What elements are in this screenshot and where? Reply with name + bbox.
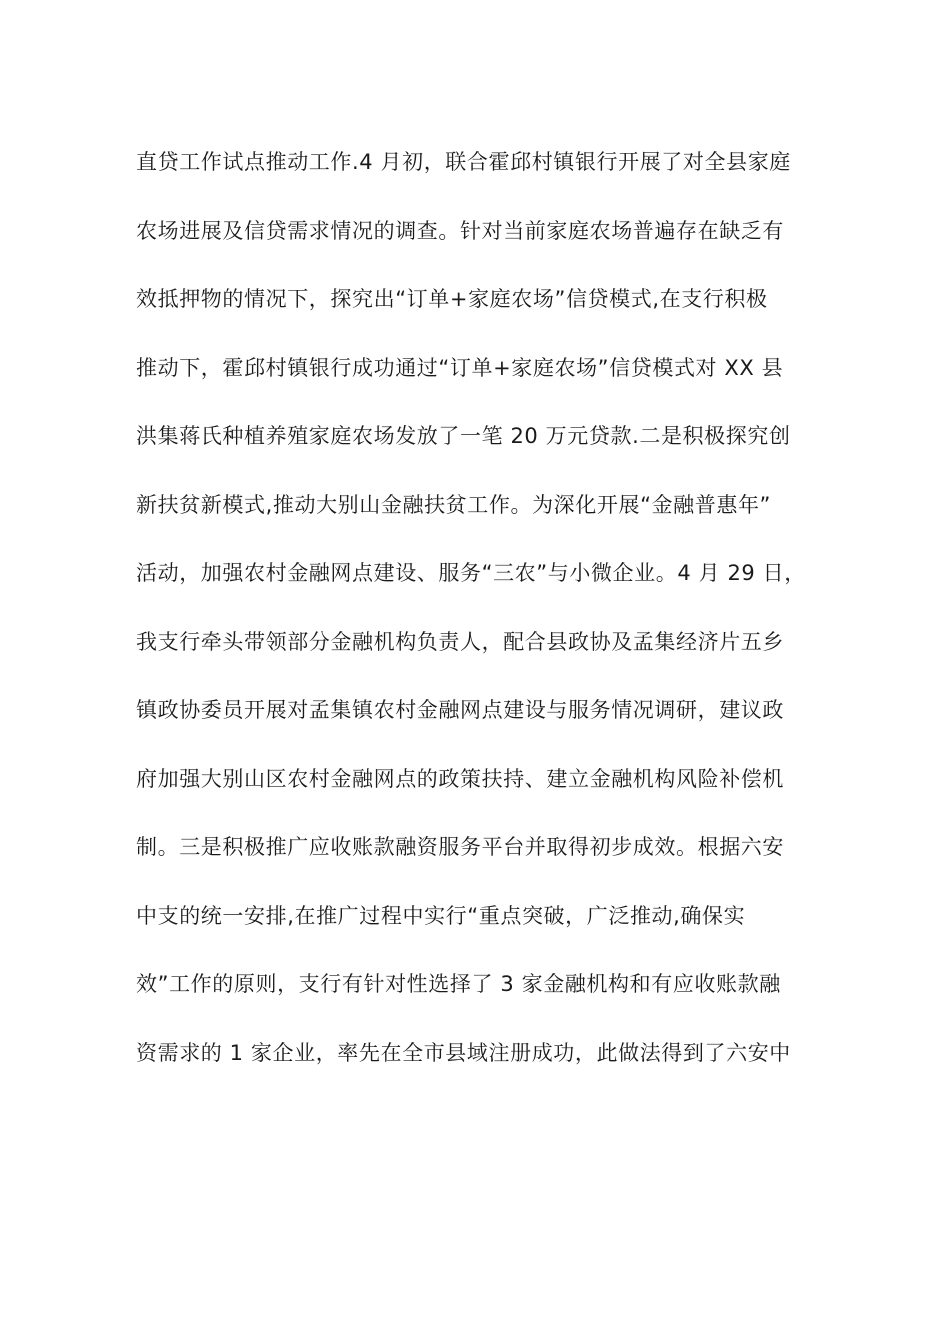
text-line-1: 直贷工作试点推动工作.4 月初，联合霍邱村镇银行开展了对全县家庭 xyxy=(136,150,791,174)
text-line-6: 新扶贫新模式,推动大别山金融扶贫工作。为深化开展“金融普惠年” xyxy=(136,492,772,517)
text-line-10: 府加强大别山区农村金融网点的政策扶持、建立金融机构风险补偿机 xyxy=(136,766,784,791)
text-line-11: 制。三是积极推广应收账款融资服务平台并取得初步成效。根据六安 xyxy=(136,835,784,859)
text-line-2: 农场进展及信贷需求情况的调查。针对当前家庭农场普遍存在缺乏有 xyxy=(136,218,784,243)
text-line-5: 洪集蒋氏种植养殖家庭农场发放了一笔 20 万元贷款.二是积极探究创 xyxy=(136,424,791,448)
text-line-4: 推动下，霍邱村镇银行成功通过“订单+家庭农场”信贷模式对 XX 县 xyxy=(136,355,784,380)
text-line-7: 活动，加强农村金融网点建设、服务“三农”与小微企业。4 月 29 日， xyxy=(136,561,806,585)
text-line-14: 资需求的 1 家企业，率先在全市县域注册成功，此做法得到了六安中 xyxy=(136,1040,791,1065)
text-line-9: 镇政协委员开展对孟集镇农村金融网点建设与服务情况调研，建议政 xyxy=(136,698,784,722)
text-line-8: 我支行牵头带领部分金融机构负责人，配合县政协及孟集经济片五乡 xyxy=(136,629,784,654)
body-text xyxy=(136,140,826,1099)
text-line-13: 效”工作的原则，支行有针对性选择了 3 家金融机构和有应收账款融 xyxy=(136,972,781,996)
text-line-3: 效抵押物的情况下，探究出“订单+家庭农场”信贷模式,在支行积极 xyxy=(136,287,768,311)
text-line-12: 中支的统一安排,在推广过程中实行“重点突破，广泛推动,确保实 xyxy=(136,903,746,928)
